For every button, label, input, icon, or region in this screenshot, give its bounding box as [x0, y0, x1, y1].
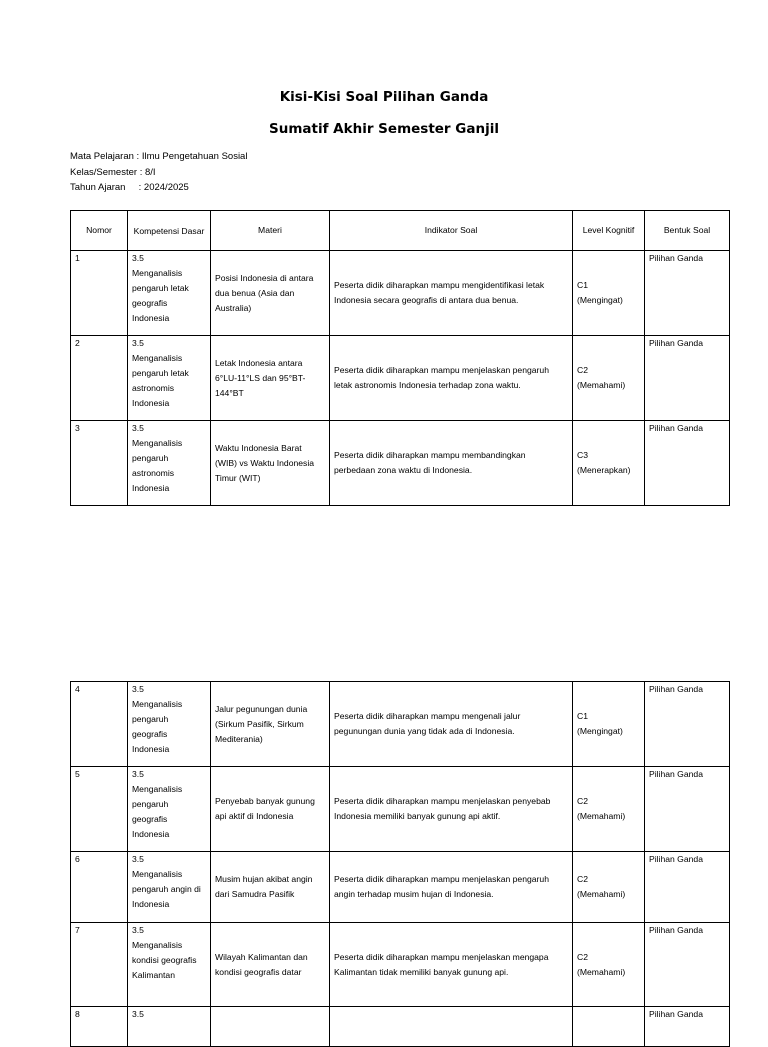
meta-separator: :	[138, 182, 142, 193]
table-row	[71, 336, 730, 421]
grid-table-page-1	[70, 210, 730, 506]
meta-label: Kelas/Semester	[70, 166, 138, 178]
cell-indikator: Peserta didik diharapkan mampu menjelaskan penyebab Indonesia memiliki banyak gunung api aktif.	[330, 767, 573, 852]
table-row	[71, 1007, 730, 1047]
cell-level-kognitif: C2 (Memahami)	[573, 923, 645, 1007]
cell-bentuk-soal: Pilihan Ganda	[645, 421, 730, 506]
cell-bentuk-soal: Pilihan Ganda	[645, 923, 730, 1007]
cell-level-kognitif: C3 (Menerapkan)	[573, 421, 645, 506]
cell-nomor: 4	[71, 682, 128, 767]
cell-kompetensi-dasar: 3.5 Menganalisis pengaruh geografis Indonesia	[128, 767, 211, 852]
cell-level-kognitif: C2 (Memahami)	[573, 336, 645, 421]
cell-nomor: 2	[71, 336, 128, 421]
cell-nomor: 1	[71, 251, 128, 336]
cell-materi: Posisi Indonesia di antara dua benua (Asia dan Australia)	[211, 251, 330, 336]
cell-level-kognitif: C1 (Mengingat)	[573, 682, 645, 767]
cell-bentuk-soal: Pilihan Ganda	[645, 1007, 730, 1047]
meta-separator: :	[136, 151, 140, 162]
cell-kompetensi-dasar: 3.5 Menganalisis pengaruh letak geografis Indonesia	[128, 251, 211, 336]
meta-row-year	[70, 180, 247, 196]
cell-indikator: Peserta didik diharapkan mampu menjelaskan pengaruh angin terhadap musim hujan di Indonesia.	[330, 852, 573, 923]
cell-nomor: 6	[71, 852, 128, 923]
cell-materi: Jalur pegunungan dunia (Sirkum Pasifik, Sirkum Mediterania)	[211, 682, 330, 767]
cell-nomor: 5	[71, 767, 128, 852]
cell-indikator: Peserta didik diharapkan mampu membandingkan perbedaan zona waktu di Indonesia.	[330, 421, 573, 506]
cell-level-kognitif: C2 (Memahami)	[573, 852, 645, 923]
cell-bentuk-soal: Pilihan Ganda	[645, 336, 730, 421]
cell-kompetensi-dasar: 3.5 Menganalisis kondisi geografis Kalimantan	[128, 923, 211, 1007]
cell-bentuk-soal: Pilihan Ganda	[645, 251, 730, 336]
cell-indikator	[330, 1007, 573, 1047]
table-row	[71, 251, 730, 336]
meta-value: 8/I	[144, 166, 156, 178]
cell-kompetensi-dasar: 3.5 Menganalisis pengaruh angin di Indonesia	[128, 852, 211, 923]
header-bentuk-soal: Bentuk Soal	[645, 211, 730, 251]
header-kompetensi-dasar-label: Kompetensi Dasar	[133, 225, 205, 236]
meta-row-subject	[70, 149, 247, 165]
cell-indikator: Peserta didik diharapkan mampu mengidentifikasi letak Indonesia secara geografis di antara dua benua.	[330, 251, 573, 336]
cell-indikator: Peserta didik diharapkan mampu menjelaskan pengaruh letak astronomis Indonesia terhadap zona waktu.	[330, 336, 573, 421]
table-row	[71, 767, 730, 852]
cell-kompetensi-dasar: 3.5 Menganalisis pengaruh letak astronomis Indonesia	[128, 336, 211, 421]
document-title: Kisi-Kisi Soal Pilihan Ganda	[279, 89, 489, 105]
cell-kompetensi-dasar: 3.5 Menganalisis pengaruh geografis Indonesia	[128, 682, 211, 767]
table-row	[71, 852, 730, 923]
header-materi: Materi	[211, 211, 330, 251]
table-row	[71, 923, 730, 1007]
cell-materi: Waktu Indonesia Barat (WIB) vs Waktu Indonesia Timur (WIT)	[211, 421, 330, 506]
header-nomor: Nomor	[71, 211, 128, 251]
meta-value: 2024/2025	[143, 182, 189, 193]
header-indikator-soal: Indikator Soal	[330, 211, 573, 251]
cell-materi: Penyebab banyak gunung api aktif di Indonesia	[211, 767, 330, 852]
meta-label: Tahun Ajaran	[70, 182, 126, 193]
cell-nomor: 7	[71, 923, 128, 1007]
cell-indikator: Peserta didik diharapkan mampu menjelaskan mengapa Kalimantan tidak memiliki banyak gunung api.	[330, 923, 573, 1007]
cell-nomor: 8	[71, 1007, 128, 1047]
cell-kompetensi-dasar: 3.5 Menganalisis pengaruh astronomis Indonesia	[128, 421, 211, 506]
cell-materi: Letak Indonesia antara 6°LU-11°LS dan 95°BT-144°BT	[211, 336, 330, 421]
meta-separator: :	[139, 166, 143, 178]
cell-level-kognitif: C1 (Mengingat)	[573, 251, 645, 336]
header-level-kognitif: Level Kognitif	[573, 211, 645, 251]
document-meta	[70, 149, 247, 196]
meta-value: Ilmu Pengetahuan Sosial	[141, 151, 248, 162]
cell-nomor: 3	[71, 421, 128, 506]
cell-materi	[211, 1007, 330, 1047]
cell-bentuk-soal: Pilihan Ganda	[645, 682, 730, 767]
cell-bentuk-soal: Pilihan Ganda	[645, 767, 730, 852]
cell-bentuk-soal: Pilihan Ganda	[645, 852, 730, 923]
cell-indikator: Peserta didik diharapkan mampu mengenali jalur pegunungan dunia yang tidak ada di Indonesia.	[330, 682, 573, 767]
cell-level-kognitif	[573, 1007, 645, 1047]
cell-kompetensi-dasar: 3.5	[128, 1007, 211, 1047]
meta-row-class	[70, 165, 247, 181]
table-header-row	[71, 211, 730, 251]
document-subtitle: Sumatif Akhir Semester Ganjil	[269, 121, 499, 137]
meta-label: Mata Pelajaran	[70, 151, 134, 162]
table-row	[71, 682, 730, 767]
cell-materi: Wilayah Kalimantan dan kondisi geografis datar	[211, 923, 330, 1007]
cell-materi: Musim hujan akibat angin dari Samudra Pasifik	[211, 852, 330, 923]
header-kompetensi-dasar	[128, 211, 211, 251]
cell-level-kognitif: C2 (Memahami)	[573, 767, 645, 852]
table-row	[71, 421, 730, 506]
grid-table-page-2	[70, 681, 730, 1047]
